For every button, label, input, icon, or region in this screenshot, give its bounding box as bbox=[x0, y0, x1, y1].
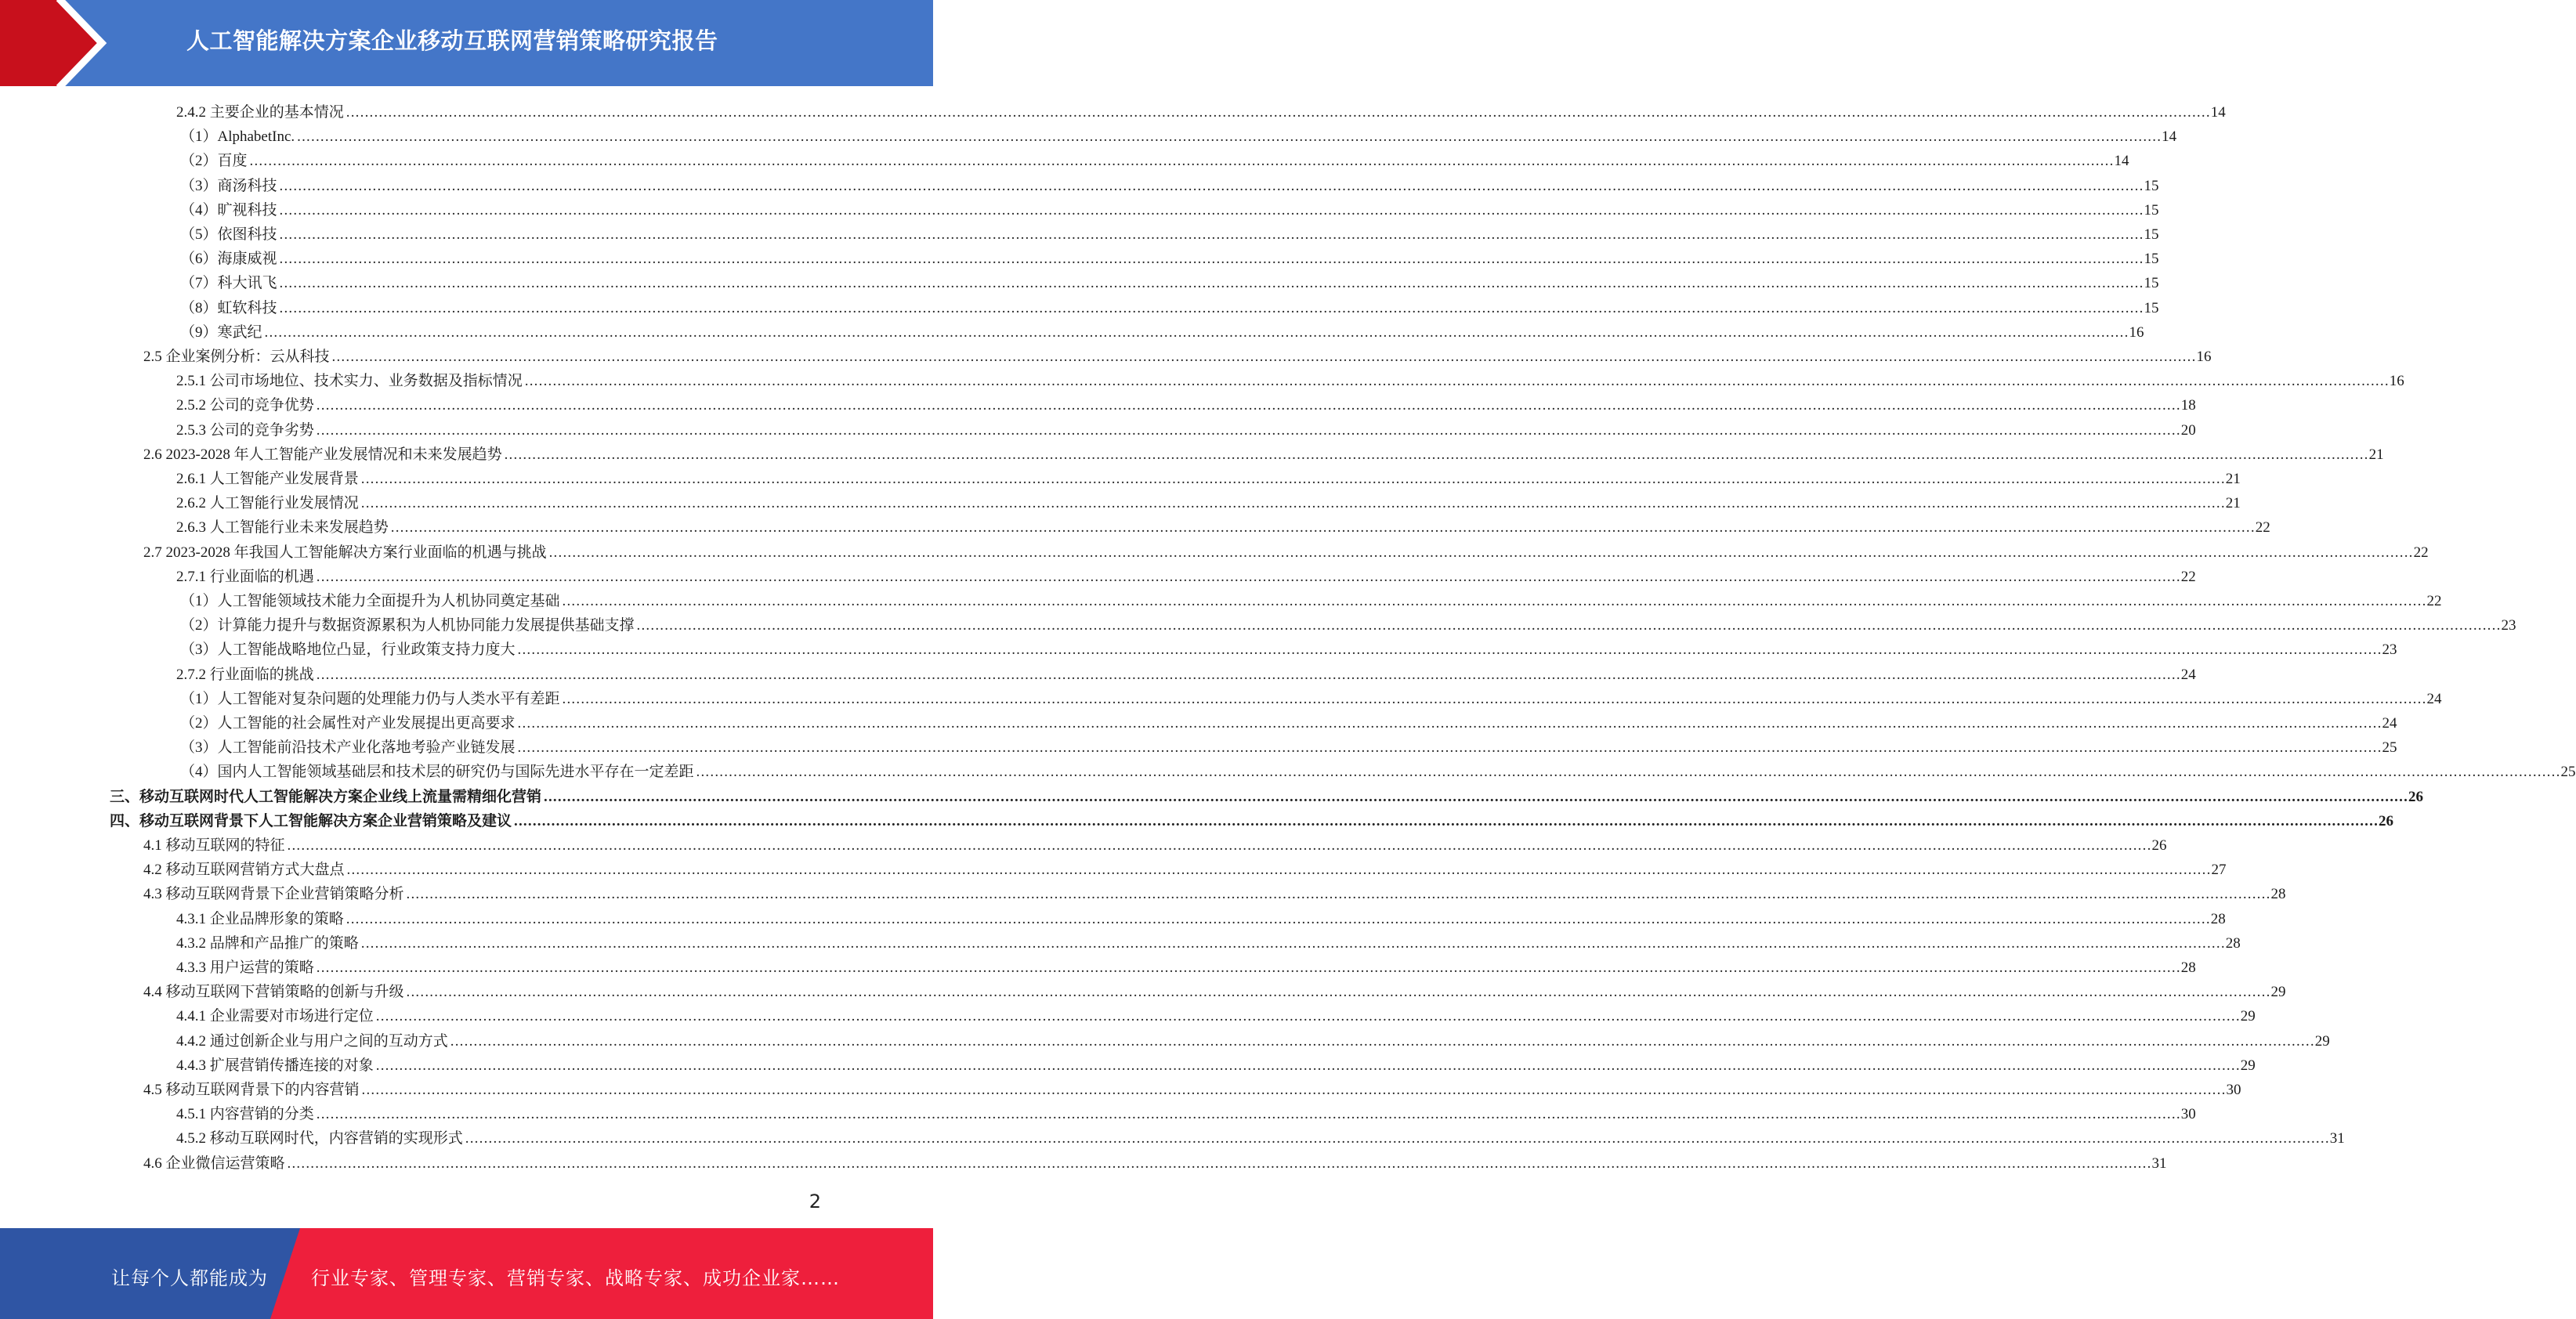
toc-entry[interactable] bbox=[180, 149, 2129, 173]
toc-entry[interactable] bbox=[176, 100, 2226, 125]
toc-dot-leader: ................................................................................................................................................................................................................................................................................................................................................................................................................ bbox=[287, 1155, 2152, 1172]
toc-entry[interactable] bbox=[176, 467, 2241, 491]
toc-entry-page: 24 bbox=[2180, 666, 2196, 683]
toc-entry-page: 15 bbox=[2144, 275, 2159, 292]
toc-entry[interactable] bbox=[176, 931, 2241, 956]
toc-entry-title: 4.3.3 用户运营的策略 bbox=[176, 959, 314, 976]
toc-dot-leader: ................................................................................................................................................................................................................................................................................................................................................................................................................ bbox=[517, 739, 2382, 757]
toc-entry-title: 三、移动互联网时代人工智能解决方案企业线上流量需精细化营销 bbox=[110, 788, 542, 805]
toc-entry-title: 4.4.1 企业需要对市场进行定位 bbox=[176, 1008, 374, 1025]
toc-dot-leader: ................................................................................................................................................................................................................................................................................................................................................................................................................ bbox=[316, 666, 2181, 683]
toc-entry[interactable] bbox=[180, 222, 2159, 247]
toc-entry-page: 22 bbox=[2413, 544, 2429, 561]
toc-entry-page: 25 bbox=[2382, 739, 2397, 757]
toc-entry-page: 26 bbox=[2379, 812, 2394, 829]
toc-entry-title: 4.3.2 品牌和产品推广的策略 bbox=[176, 934, 359, 952]
toc-entry-page: 24 bbox=[2426, 690, 2442, 707]
toc-dot-leader: ................................................................................................................................................................................................................................................................................................................................................................................................................ bbox=[544, 788, 2409, 805]
toc-entry-page: 14 bbox=[2210, 104, 2226, 121]
toc-entry-title: 4.6 企业微信运营策略 bbox=[143, 1155, 285, 1172]
page-header bbox=[0, 0, 933, 86]
toc-entry-title: 2.6.3 人工智能行业未来发展趋势 bbox=[176, 519, 389, 537]
toc-entry-page: 20 bbox=[2180, 421, 2196, 439]
toc-entry-title: （3）人工智能前沿技术产业化落地考验产业链发展 bbox=[180, 739, 516, 757]
toc-dot-leader: ................................................................................................................................................................................................................................................................................................................................................................................................................ bbox=[279, 201, 2144, 219]
toc-entry-page: 28 bbox=[2210, 910, 2226, 927]
toc-dot-leader: ................................................................................................................................................................................................................................................................................................................................................................................................................ bbox=[316, 568, 2181, 585]
toc-dot-leader: ................................................................................................................................................................................................................................................................................................................................................................................................................ bbox=[406, 886, 2271, 903]
toc-entry-page: 21 bbox=[2225, 495, 2241, 512]
toc-dot-leader: ................................................................................................................................................................................................................................................................................................................................................................................................................ bbox=[562, 593, 2427, 609]
toc-entry-title: （4）国内人工智能领域基础层和技术层的研究仍与国际先进水平存在一定差距 bbox=[180, 764, 694, 781]
toc-dot-leader: ................................................................................................................................................................................................................................................................................................................................................................................................................ bbox=[316, 421, 2181, 439]
toc-dot-leader: ................................................................................................................................................................................................................................................................................................................................................................................................................ bbox=[360, 471, 2226, 487]
toc-entry-page: 16 bbox=[2196, 349, 2212, 365]
toc-entry-title: （2）百度 bbox=[180, 153, 248, 170]
toc-entry-page: 22 bbox=[2255, 519, 2270, 537]
toc-dot-leader: ................................................................................................................................................................................................................................................................................................................................................................................................................ bbox=[264, 323, 2129, 341]
toc-entry-page: 18 bbox=[2180, 397, 2196, 414]
toc-entry[interactable] bbox=[176, 1004, 2256, 1028]
toc-entry-title: （1）人工智能对复杂问题的处理能力仍与人类水平有差距 bbox=[180, 690, 560, 707]
toc-entry[interactable] bbox=[143, 858, 2227, 882]
toc-dot-leader: ................................................................................................................................................................................................................................................................................................................................................................................................................ bbox=[504, 446, 2369, 463]
toc-entry-title: 2.6 2023-2028 年人工智能产业发展情况和未来发展趋势 bbox=[143, 446, 502, 463]
toc-entry-title: 2.5.2 公司的竞争优势 bbox=[176, 397, 314, 414]
toc-dot-leader: ................................................................................................................................................................................................................................................................................................................................................................................................................ bbox=[517, 715, 2382, 732]
toc-entry-page: 29 bbox=[2314, 1032, 2330, 1050]
toc-entry-page: 22 bbox=[2180, 568, 2196, 585]
toc-dot-leader: ................................................................................................................................................................................................................................................................................................................................................................................................................ bbox=[361, 1082, 2227, 1098]
toc-entry-page: 16 bbox=[2129, 323, 2144, 341]
toc-entry[interactable] bbox=[180, 296, 2159, 320]
toc-entry-title: （4）旷视科技 bbox=[180, 201, 277, 219]
toc-entry-title: （1）人工智能领域技术能力全面提升为人机协同奠定基础 bbox=[180, 593, 560, 609]
toc-dot-leader: ................................................................................................................................................................................................................................................................................................................................................................................................................ bbox=[346, 910, 2211, 927]
toc-entry[interactable] bbox=[143, 1078, 2241, 1102]
toc-entry-title: （8）虹软科技 bbox=[180, 299, 277, 316]
toc-entry-title: （1）AlphabetInc. bbox=[180, 128, 295, 146]
toc-entry-page: 15 bbox=[2144, 299, 2159, 316]
toc-dot-leader: ................................................................................................................................................................................................................................................................................................................................................................................................................ bbox=[360, 495, 2226, 512]
toc-entry-page: 23 bbox=[2382, 641, 2397, 659]
toc-entry-page: 31 bbox=[2151, 1155, 2167, 1172]
toc-entry-title: 4.3.1 企业品牌形象的策略 bbox=[176, 910, 344, 927]
toc-entry[interactable] bbox=[176, 1029, 2330, 1053]
toc-dot-leader: ................................................................................................................................................................................................................................................................................................................................................................................................................ bbox=[696, 764, 2561, 781]
toc-entry[interactable] bbox=[180, 735, 2397, 760]
toc-dot-leader: ................................................................................................................................................................................................................................................................................................................................................................................................................ bbox=[360, 934, 2226, 952]
toc-entry[interactable] bbox=[180, 687, 2442, 711]
toc-entry-page: 26 bbox=[2408, 788, 2424, 805]
toc-dot-leader: ................................................................................................................................................................................................................................................................................................................................................................................................................ bbox=[636, 617, 2502, 634]
toc-entry-title: 2.4.2 主要企业的基本情况 bbox=[176, 104, 344, 121]
toc-entry-title: 2.7 2023-2028 年我国人工智能解决方案行业面临的机遇与挑战 bbox=[143, 544, 547, 561]
toc-dot-leader: ................................................................................................................................................................................................................................................................................................................................................................................................................ bbox=[390, 519, 2256, 537]
toc-entry[interactable] bbox=[180, 125, 2177, 149]
toc-entry[interactable] bbox=[176, 1053, 2256, 1078]
toc-entry-title: 2.6.2 人工智能行业发展情况 bbox=[176, 495, 359, 512]
header-red-arrow-decoration bbox=[0, 0, 118, 86]
toc-entry-page: 29 bbox=[2270, 984, 2286, 1001]
toc-dot-leader: ................................................................................................................................................................................................................................................................................................................................................................................................................ bbox=[375, 1057, 2241, 1074]
toc-dot-leader: ................................................................................................................................................................................................................................................................................................................................................................................................................ bbox=[406, 984, 2271, 1001]
toc-entry[interactable] bbox=[176, 393, 2196, 417]
toc-entry-page: 27 bbox=[2211, 862, 2227, 879]
toc-entry-title: （2）计算能力提升与数据资源累积为人机协同能力发展提供基础支撑 bbox=[180, 617, 635, 634]
toc-dot-leader: ................................................................................................................................................................................................................................................................................................................................................................................................................ bbox=[548, 544, 2414, 561]
toc-dot-leader: ................................................................................................................................................................................................................................................................................................................................................................................................................ bbox=[279, 177, 2144, 194]
toc-entry-page: 28 bbox=[2180, 959, 2196, 976]
toc-entry-page: 15 bbox=[2144, 226, 2159, 243]
toc-entry[interactable] bbox=[143, 1151, 2167, 1176]
toc-entry-page: 30 bbox=[2180, 1106, 2196, 1123]
page-footer bbox=[0, 1228, 933, 1319]
toc-entry[interactable] bbox=[176, 1126, 2345, 1151]
toc-entry[interactable] bbox=[180, 247, 2159, 271]
toc-entry[interactable] bbox=[176, 663, 2196, 687]
toc-dot-leader: ................................................................................................................................................................................................................................................................................................................................................................................................................ bbox=[465, 1130, 2330, 1147]
toc-entry[interactable] bbox=[143, 345, 2212, 369]
toc-dot-leader: ................................................................................................................................................................................................................................................................................................................................................................................................................ bbox=[346, 862, 2212, 879]
toc-entry-title: 2.7.1 行业面临的机遇 bbox=[176, 568, 314, 585]
toc-entry-title: 4.5.1 内容营销的分类 bbox=[176, 1106, 314, 1123]
toc-entry-title: 2.5.1 公司市场地位、技术实力、业务数据及指标情况 bbox=[176, 373, 523, 390]
toc-entry-title: 2.5.3 公司的竞争劣势 bbox=[176, 421, 314, 439]
toc-dot-leader: ................................................................................................................................................................................................................................................................................................................................................................................................................ bbox=[249, 153, 2115, 170]
toc-entry-page: 29 bbox=[2240, 1008, 2256, 1025]
toc-entry-title: 4.1 移动互联网的特征 bbox=[143, 837, 285, 854]
footer-slogan-right: 行业专家、管理专家、营销专家、战略专家、成功企业家…… bbox=[311, 1267, 840, 1289]
toc-entry-title: 2.7.2 行业面临的挑战 bbox=[176, 666, 314, 683]
toc-entry-page: 31 bbox=[2329, 1130, 2345, 1147]
toc-entry-title: （5）依图科技 bbox=[180, 226, 277, 243]
toc-dot-leader: ................................................................................................................................................................................................................................................................................................................................................................................................................ bbox=[331, 349, 2197, 365]
toc-entry[interactable] bbox=[180, 760, 2576, 784]
toc-entry-page: 14 bbox=[2162, 128, 2177, 146]
toc-entry[interactable] bbox=[180, 589, 2442, 613]
toc-entry[interactable] bbox=[176, 369, 2404, 393]
toc-entry[interactable] bbox=[176, 491, 2241, 515]
page-number: 2 bbox=[809, 1191, 821, 1212]
toc-dot-leader: ................................................................................................................................................................................................................................................................................................................................................................................................................ bbox=[562, 690, 2427, 707]
toc-dot-leader: ................................................................................................................................................................................................................................................................................................................................................................................................................ bbox=[316, 397, 2181, 414]
toc-entry[interactable] bbox=[143, 882, 2286, 906]
toc-dot-leader: ................................................................................................................................................................................................................................................................................................................................................................................................................ bbox=[316, 959, 2181, 976]
toc-entry[interactable] bbox=[143, 443, 2384, 467]
toc-entry[interactable] bbox=[180, 320, 2144, 345]
toc-entry-page: 21 bbox=[2225, 471, 2241, 487]
toc-entry-title: （3）商汤科技 bbox=[180, 177, 277, 194]
toc-entry-page: 23 bbox=[2501, 617, 2516, 634]
toc-entry[interactable] bbox=[176, 956, 2196, 980]
toc-dot-leader: ................................................................................................................................................................................................................................................................................................................................................................................................................ bbox=[524, 373, 2390, 390]
toc-entry[interactable] bbox=[143, 540, 2429, 565]
toc-entry[interactable] bbox=[180, 271, 2159, 295]
toc-entry-page: 24 bbox=[2382, 715, 2397, 732]
toc-entry[interactable] bbox=[180, 638, 2397, 662]
toc-dot-leader: ................................................................................................................................................................................................................................................................................................................................................................................................................ bbox=[346, 104, 2211, 121]
toc-entry-title: （9）寒武纪 bbox=[180, 323, 262, 341]
toc-entry-page: 29 bbox=[2240, 1057, 2256, 1074]
footer-slogan-left: 让每个人都能成为 bbox=[111, 1267, 268, 1289]
toc-entry-title: 4.4.3 扩展营销传播连接的对象 bbox=[176, 1057, 374, 1074]
toc-entry-title: 4.4.2 通过创新企业与用户之间的互动方式 bbox=[176, 1032, 448, 1050]
toc-entry-page: 15 bbox=[2144, 201, 2159, 219]
toc-entry-page: 22 bbox=[2426, 593, 2442, 609]
toc-dot-leader: ................................................................................................................................................................................................................................................................................................................................................................................................................ bbox=[450, 1032, 2315, 1050]
toc-entry[interactable] bbox=[143, 980, 2286, 1004]
toc-dot-leader: ................................................................................................................................................................................................................................................................................................................................................................................................................ bbox=[517, 641, 2382, 659]
toc-entry-page: 16 bbox=[2389, 373, 2404, 390]
toc-entry-title: （3）人工智能战略地位凸显，行业政策支持力度大 bbox=[180, 641, 516, 659]
toc-entry[interactable] bbox=[110, 809, 2394, 833]
toc-entry-title: 4.5.2 移动互联网时代，内容营销的实现形式 bbox=[176, 1130, 463, 1147]
toc-dot-leader: ................................................................................................................................................................................................................................................................................................................................................................................................................ bbox=[316, 1106, 2181, 1123]
toc-entry[interactable] bbox=[180, 198, 2159, 222]
toc-entry-title: 四、移动互联网背景下人工智能解决方案企业营销策略及建议 bbox=[110, 812, 512, 829]
toc-dot-leader: ................................................................................................................................................................................................................................................................................................................................................................................................................ bbox=[514, 812, 2379, 829]
toc-entry[interactable] bbox=[176, 1102, 2196, 1126]
toc-entry-title: （7）科大讯飞 bbox=[180, 275, 277, 292]
toc-dot-leader: ................................................................................................................................................................................................................................................................................................................................................................................................................ bbox=[279, 275, 2144, 292]
toc-entry-title: 4.5 移动互联网背景下的内容营销 bbox=[143, 1082, 360, 1098]
toc-entry-page: 21 bbox=[2368, 446, 2384, 463]
toc-entry[interactable] bbox=[110, 785, 2424, 809]
toc-entry[interactable] bbox=[180, 711, 2397, 735]
toc-dot-leader: ................................................................................................................................................................................................................................................................................................................................................................................................................ bbox=[375, 1008, 2241, 1025]
toc-entry-title: （2）人工智能的社会属性对产业发展提出更高要求 bbox=[180, 715, 516, 732]
toc-entry-title: 2.6.1 人工智能产业发展背景 bbox=[176, 471, 359, 487]
toc-entry-title: 2.5 企业案例分析：云从科技 bbox=[143, 349, 330, 365]
toc-dot-leader: ................................................................................................................................................................................................................................................................................................................................................................................................................ bbox=[287, 837, 2152, 854]
toc-entry-title: 4.2 移动互联网营销方式大盘点 bbox=[143, 862, 345, 879]
toc-entry[interactable] bbox=[176, 418, 2196, 443]
toc-entry-page: 28 bbox=[2270, 886, 2286, 903]
toc-entry-page: 15 bbox=[2144, 177, 2159, 194]
toc-entry[interactable] bbox=[176, 565, 2196, 589]
toc-entry-page: 14 bbox=[2114, 153, 2129, 170]
toc-entry-page: 25 bbox=[2560, 764, 2576, 781]
toc-entry[interactable] bbox=[180, 174, 2159, 198]
toc-entry[interactable] bbox=[176, 907, 2226, 931]
toc-entry-title: 4.3 移动互联网背景下企业营销策略分析 bbox=[143, 886, 404, 903]
report-title: 人工智能解决方案企业移动互联网营销策略研究报告 bbox=[186, 27, 718, 54]
toc-dot-leader: ................................................................................................................................................................................................................................................................................................................................................................................................................ bbox=[279, 299, 2144, 316]
toc-entry-page: 28 bbox=[2225, 934, 2241, 952]
toc-entry-page: 15 bbox=[2144, 251, 2159, 268]
toc-dot-leader: ................................................................................................................................................................................................................................................................................................................................................................................................................ bbox=[297, 128, 2162, 146]
toc-entry-page: 26 bbox=[2151, 837, 2167, 854]
toc-entry-page: 30 bbox=[2226, 1082, 2241, 1098]
toc-entry[interactable] bbox=[180, 613, 2516, 638]
toc-entry-title: （6）海康威视 bbox=[180, 251, 277, 268]
toc-entry[interactable] bbox=[143, 833, 2167, 858]
toc-entry-title: 4.4 移动互联网下营销策略的创新与升级 bbox=[143, 984, 404, 1001]
toc-dot-leader: ................................................................................................................................................................................................................................................................................................................................................................................................................ bbox=[279, 251, 2144, 268]
toc-dot-leader: ................................................................................................................................................................................................................................................................................................................................................................................................................ bbox=[279, 226, 2144, 243]
toc-entry[interactable] bbox=[176, 515, 2270, 540]
